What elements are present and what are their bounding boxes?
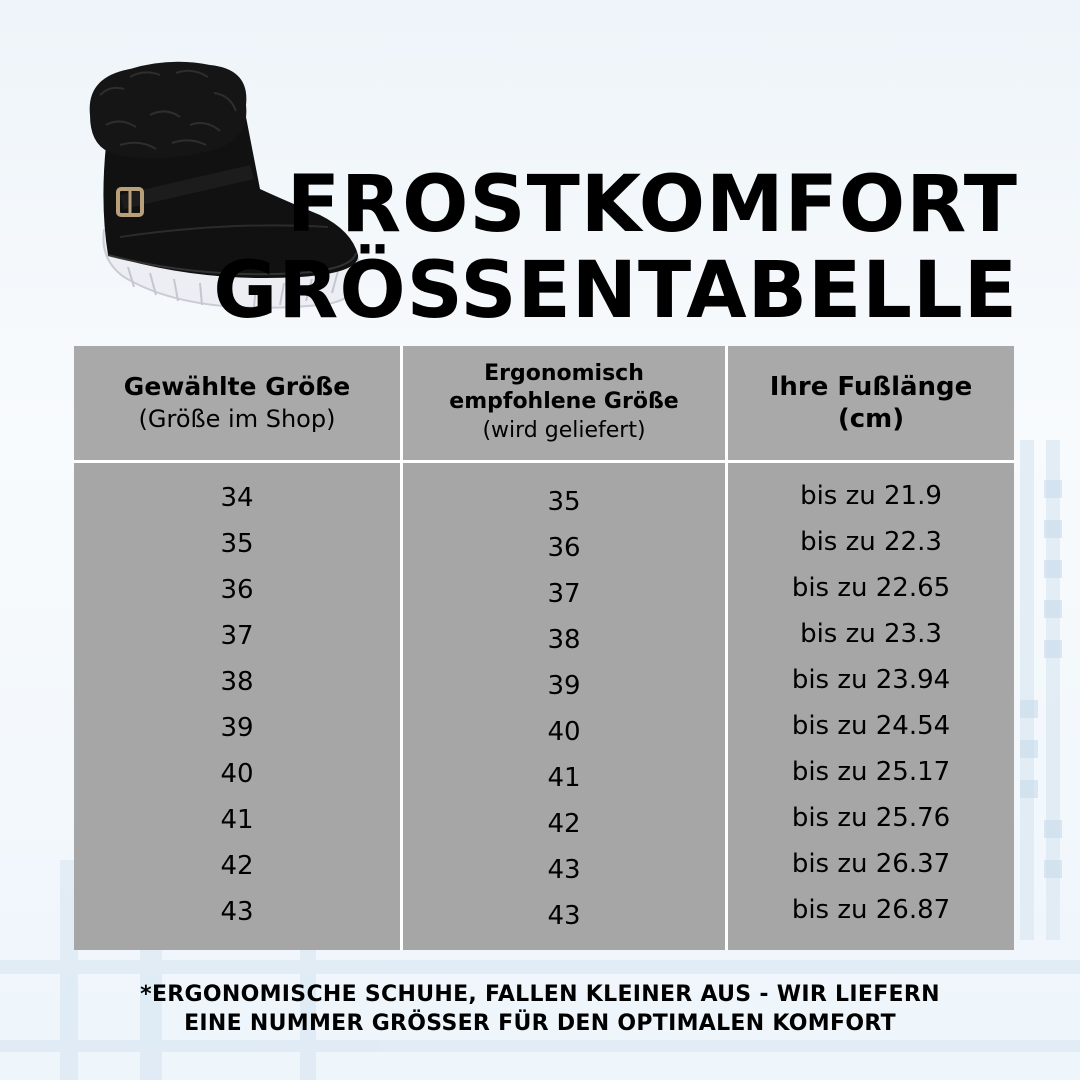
header-col2-title-line1: Ergonomisch xyxy=(484,361,644,386)
cell-foot-length: bis zu 26.37 xyxy=(791,849,951,879)
header-col3-title-line1: Ihre Fußlänge xyxy=(769,372,973,402)
cell-foot-length: bis zu 25.17 xyxy=(791,757,951,787)
header-col3-title-line2: (cm) xyxy=(837,404,905,434)
cell-recommended: 42 xyxy=(547,809,581,839)
table-header xyxy=(74,346,1014,463)
column-recommended-size xyxy=(400,463,728,950)
cell-foot-length: bis zu 26.87 xyxy=(791,895,951,925)
column-foot-length xyxy=(728,463,1014,950)
title-line-1: FROSTKOMFORT xyxy=(286,160,1018,250)
footnote xyxy=(0,980,1080,1038)
cell-recommended: 39 xyxy=(547,671,581,701)
page-title xyxy=(213,162,1018,334)
cell-selected: 38 xyxy=(220,667,254,697)
column-selected-size xyxy=(74,463,400,950)
header-col2-subtitle: (wird geliefert) xyxy=(482,418,646,443)
cell-foot-length: bis zu 23.94 xyxy=(791,665,951,695)
header-foot-length xyxy=(728,346,1014,460)
cell-recommended: 43 xyxy=(547,901,581,931)
cell-foot-length: bis zu 21.9 xyxy=(800,481,942,511)
table-body xyxy=(74,463,1014,950)
footnote-line-1: *ERGONOMISCHE SCHUHE, FALLEN KLEINER AUS - WIR LIEFERN xyxy=(140,982,940,1007)
header-recommended-size xyxy=(400,346,728,460)
cell-selected: 40 xyxy=(220,759,254,789)
title-line-2: GRÖSSENTABELLE xyxy=(213,246,1018,336)
size-table xyxy=(74,346,1014,950)
cell-recommended: 43 xyxy=(547,855,581,885)
cell-selected: 36 xyxy=(220,575,254,605)
cell-recommended: 37 xyxy=(547,579,581,609)
cell-foot-length: bis zu 24.54 xyxy=(791,711,951,741)
cell-selected: 42 xyxy=(220,851,254,881)
cell-selected: 34 xyxy=(220,483,254,513)
cell-foot-length: bis zu 22.65 xyxy=(791,573,951,603)
header-selected-size xyxy=(74,346,400,460)
cell-foot-length: bis zu 23.3 xyxy=(800,619,942,649)
cell-recommended: 40 xyxy=(547,717,581,747)
cell-selected: 35 xyxy=(220,529,254,559)
footnote-line-2: EINE NUMMER GRÖSSER FÜR DEN OPTIMALEN KOMFORT xyxy=(184,1011,896,1036)
cell-recommended: 41 xyxy=(547,763,581,793)
cell-recommended: 35 xyxy=(547,487,581,517)
cell-foot-length: bis zu 22.3 xyxy=(800,527,942,557)
cell-selected: 41 xyxy=(220,805,254,835)
cell-selected: 39 xyxy=(220,713,254,743)
cell-foot-length: bis zu 25.76 xyxy=(791,803,951,833)
cell-recommended: 38 xyxy=(547,625,581,655)
header-col1-subtitle: (Größe im Shop) xyxy=(138,405,336,433)
header-col2-title-line2: empfohlene Größe xyxy=(449,389,679,414)
header-col1-title: Gewählte Größe xyxy=(123,372,351,401)
cell-recommended: 36 xyxy=(547,533,581,563)
cell-selected: 37 xyxy=(220,621,254,651)
cell-selected: 43 xyxy=(220,897,254,927)
